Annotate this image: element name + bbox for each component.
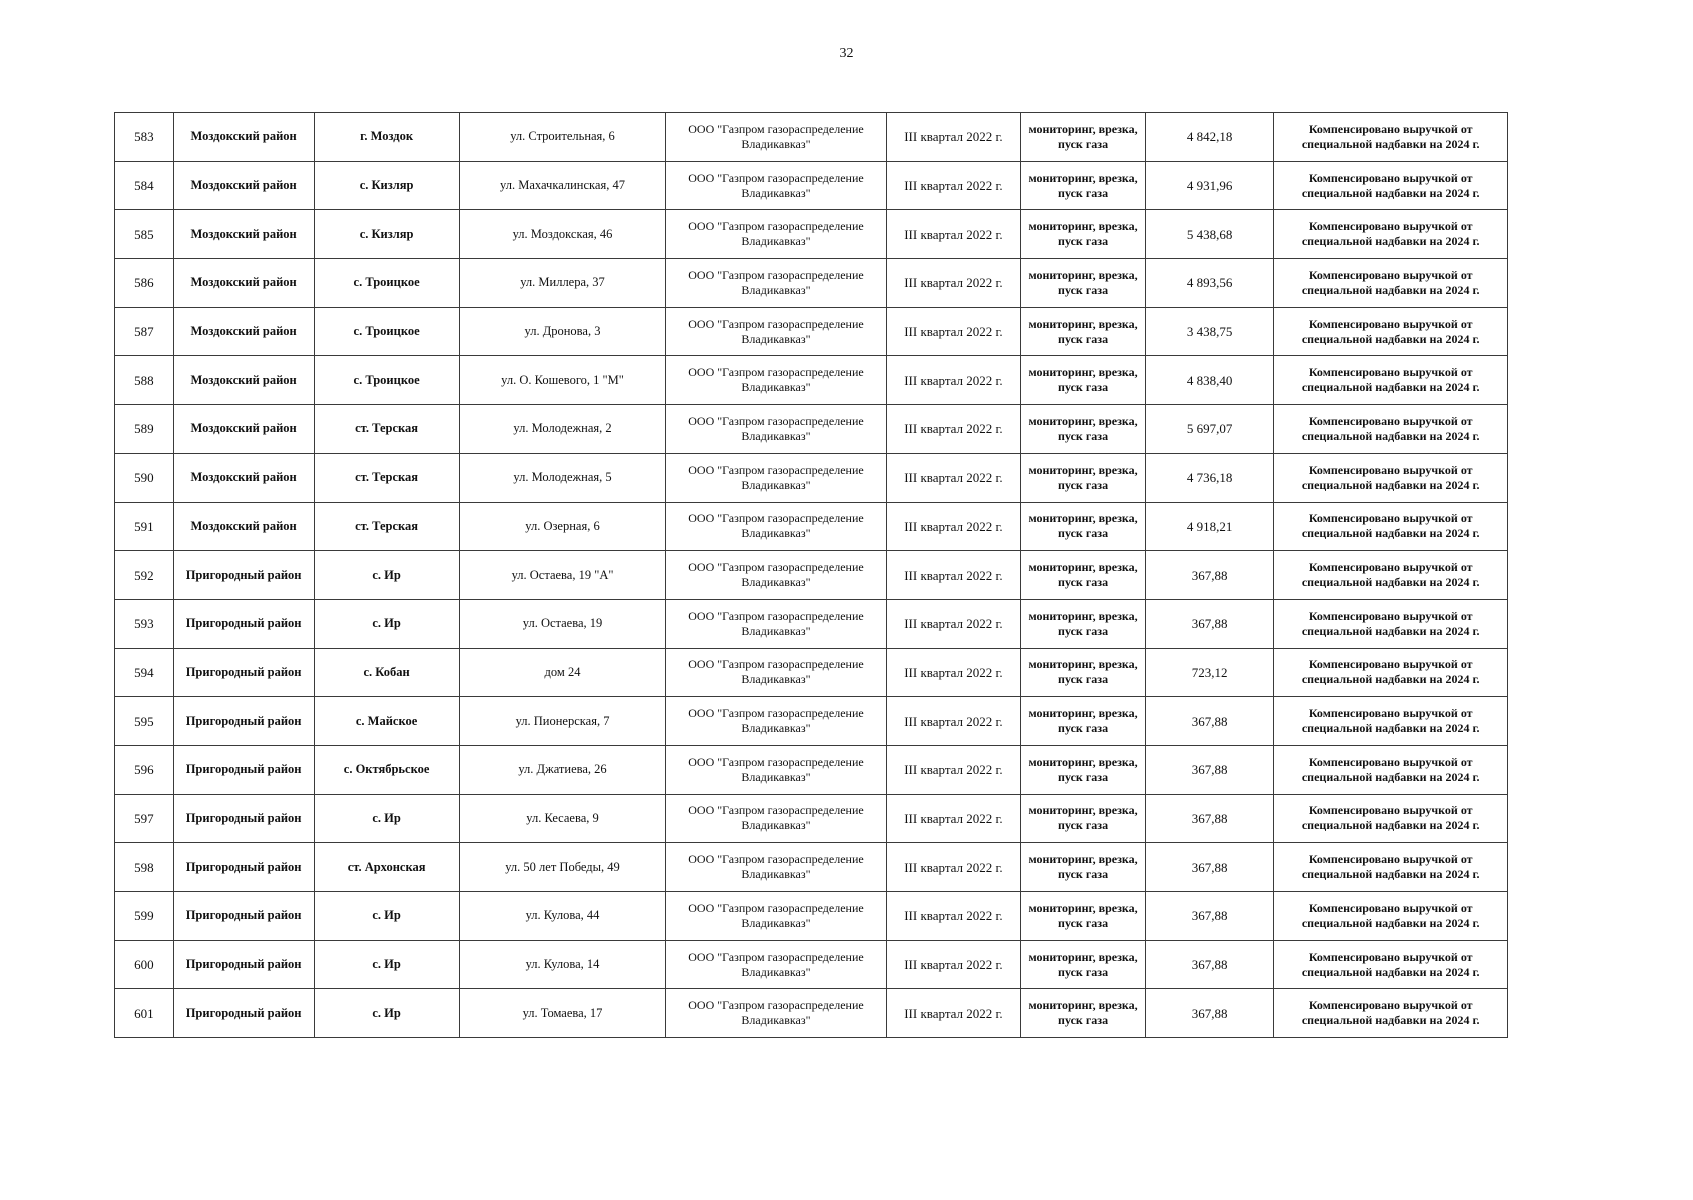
works-cell: мониторинг, врезка, пуск газа <box>1021 648 1145 697</box>
row-number-cell: 587 <box>115 307 174 356</box>
row-number-cell: 598 <box>115 843 174 892</box>
operator-cell: ООО "Газпром газораспределение Владикавказ" <box>666 745 886 794</box>
operator-cell: ООО "Газпром газораспределение Владикавказ" <box>666 356 886 405</box>
address-cell: ул. Молодежная, 5 <box>459 453 666 502</box>
settlement-cell: с. Майское <box>314 697 459 746</box>
period-cell: III квартал 2022 г. <box>886 502 1021 551</box>
table-row <box>115 502 1508 551</box>
row-number-cell: 585 <box>115 210 174 259</box>
compensation-note-cell: Компенсировано выручкой от специальной надбавки на 2024 г. <box>1274 745 1508 794</box>
district-cell: Пригородный район <box>173 843 314 892</box>
settlement-cell: с. Троицкое <box>314 259 459 308</box>
address-cell: дом 24 <box>459 648 666 697</box>
row-number-cell: 586 <box>115 259 174 308</box>
period-cell: III квартал 2022 г. <box>886 551 1021 600</box>
compensation-note-cell: Компенсировано выручкой от специальной надбавки на 2024 г. <box>1274 892 1508 941</box>
operator-cell: ООО "Газпром газораспределение Владикавказ" <box>666 259 886 308</box>
district-cell: Пригородный район <box>173 551 314 600</box>
table-row <box>115 551 1508 600</box>
gas-works-table-container <box>114 112 1508 1038</box>
settlement-cell: с. Ир <box>314 940 459 989</box>
row-number-cell: 599 <box>115 892 174 941</box>
address-cell: ул. Строительная, 6 <box>459 113 666 162</box>
district-cell: Моздокский район <box>173 161 314 210</box>
district-cell: Пригородный район <box>173 892 314 941</box>
settlement-cell: ст. Терская <box>314 405 459 454</box>
settlement-cell: с. Троицкое <box>314 356 459 405</box>
period-cell: III квартал 2022 г. <box>886 113 1021 162</box>
period-cell: III квартал 2022 г. <box>886 989 1021 1038</box>
amount-cell: 4 918,21 <box>1145 502 1274 551</box>
works-cell: мониторинг, врезка, пуск газа <box>1021 502 1145 551</box>
compensation-note-cell: Компенсировано выручкой от специальной надбавки на 2024 г. <box>1274 161 1508 210</box>
operator-cell: ООО "Газпром газораспределение Владикавказ" <box>666 843 886 892</box>
row-number-cell: 600 <box>115 940 174 989</box>
compensation-note-cell: Компенсировано выручкой от специальной надбавки на 2024 г. <box>1274 405 1508 454</box>
compensation-note-cell: Компенсировано выручкой от специальной надбавки на 2024 г. <box>1274 356 1508 405</box>
settlement-cell: с. Ир <box>314 794 459 843</box>
compensation-note-cell: Компенсировано выручкой от специальной надбавки на 2024 г. <box>1274 940 1508 989</box>
works-cell: мониторинг, врезка, пуск газа <box>1021 307 1145 356</box>
compensation-note-cell: Компенсировано выручкой от специальной надбавки на 2024 г. <box>1274 697 1508 746</box>
operator-cell: ООО "Газпром газораспределение Владикавказ" <box>666 648 886 697</box>
period-cell: III квартал 2022 г. <box>886 405 1021 454</box>
district-cell: Пригородный район <box>173 794 314 843</box>
amount-cell: 367,88 <box>1145 843 1274 892</box>
row-number-cell: 593 <box>115 599 174 648</box>
operator-cell: ООО "Газпром газораспределение Владикавказ" <box>666 502 886 551</box>
settlement-cell: с. Кизляр <box>314 161 459 210</box>
amount-cell: 367,88 <box>1145 794 1274 843</box>
table-row <box>115 745 1508 794</box>
row-number-cell: 595 <box>115 697 174 746</box>
compensation-note-cell: Компенсировано выручкой от специальной надбавки на 2024 г. <box>1274 794 1508 843</box>
table-row <box>115 892 1508 941</box>
operator-cell: ООО "Газпром газораспределение Владикавказ" <box>666 405 886 454</box>
row-number-cell: 589 <box>115 405 174 454</box>
works-cell: мониторинг, врезка, пуск газа <box>1021 453 1145 502</box>
works-cell: мониторинг, врезка, пуск газа <box>1021 210 1145 259</box>
settlement-cell: с. Ир <box>314 551 459 600</box>
settlement-cell: с. Кобан <box>314 648 459 697</box>
period-cell: III квартал 2022 г. <box>886 599 1021 648</box>
period-cell: III квартал 2022 г. <box>886 745 1021 794</box>
table-row <box>115 210 1508 259</box>
district-cell: Моздокский район <box>173 405 314 454</box>
address-cell: ул. Молодежная, 2 <box>459 405 666 454</box>
period-cell: III квартал 2022 г. <box>886 356 1021 405</box>
operator-cell: ООО "Газпром газораспределение Владикавказ" <box>666 551 886 600</box>
address-cell: ул. Кулова, 44 <box>459 892 666 941</box>
row-number-cell: 590 <box>115 453 174 502</box>
table-row <box>115 405 1508 454</box>
address-cell: ул. Томаева, 17 <box>459 989 666 1038</box>
amount-cell: 367,88 <box>1145 599 1274 648</box>
operator-cell: ООО "Газпром газораспределение Владикавказ" <box>666 599 886 648</box>
district-cell: Моздокский район <box>173 502 314 551</box>
settlement-cell: ст. Терская <box>314 453 459 502</box>
address-cell: ул. Моздокская, 46 <box>459 210 666 259</box>
address-cell: ул. Кесаева, 9 <box>459 794 666 843</box>
amount-cell: 4 838,40 <box>1145 356 1274 405</box>
compensation-note-cell: Компенсировано выручкой от специальной надбавки на 2024 г. <box>1274 210 1508 259</box>
amount-cell: 367,88 <box>1145 989 1274 1038</box>
address-cell: ул. Озерная, 6 <box>459 502 666 551</box>
operator-cell: ООО "Газпром газораспределение Владикавказ" <box>666 307 886 356</box>
address-cell: ул. О. Кошевого, 1 "М" <box>459 356 666 405</box>
district-cell: Моздокский район <box>173 356 314 405</box>
table-row <box>115 161 1508 210</box>
compensation-note-cell: Компенсировано выручкой от специальной надбавки на 2024 г. <box>1274 989 1508 1038</box>
amount-cell: 5 438,68 <box>1145 210 1274 259</box>
settlement-cell: с. Октябрьское <box>314 745 459 794</box>
period-cell: III квартал 2022 г. <box>886 648 1021 697</box>
operator-cell: ООО "Газпром газораспределение Владикавказ" <box>666 453 886 502</box>
amount-cell: 4 931,96 <box>1145 161 1274 210</box>
row-number-cell: 601 <box>115 989 174 1038</box>
amount-cell: 4 842,18 <box>1145 113 1274 162</box>
compensation-note-cell: Компенсировано выручкой от специальной надбавки на 2024 г. <box>1274 259 1508 308</box>
operator-cell: ООО "Газпром газораспределение Владикавказ" <box>666 794 886 843</box>
period-cell: III квартал 2022 г. <box>886 307 1021 356</box>
settlement-cell: ст. Архонская <box>314 843 459 892</box>
compensation-note-cell: Компенсировано выручкой от специальной надбавки на 2024 г. <box>1274 843 1508 892</box>
works-cell: мониторинг, врезка, пуск газа <box>1021 940 1145 989</box>
period-cell: III квартал 2022 г. <box>886 259 1021 308</box>
address-cell: ул. 50 лет Победы, 49 <box>459 843 666 892</box>
table-row <box>115 599 1508 648</box>
district-cell: Моздокский район <box>173 113 314 162</box>
amount-cell: 367,88 <box>1145 940 1274 989</box>
table-row <box>115 356 1508 405</box>
period-cell: III квартал 2022 г. <box>886 210 1021 259</box>
works-cell: мониторинг, врезка, пуск газа <box>1021 745 1145 794</box>
address-cell: ул. Остаева, 19 <box>459 599 666 648</box>
operator-cell: ООО "Газпром газораспределение Владикавказ" <box>666 210 886 259</box>
district-cell: Пригородный район <box>173 599 314 648</box>
period-cell: III квартал 2022 г. <box>886 892 1021 941</box>
district-cell: Моздокский район <box>173 210 314 259</box>
works-cell: мониторинг, врезка, пуск газа <box>1021 794 1145 843</box>
district-cell: Пригородный район <box>173 745 314 794</box>
amount-cell: 3 438,75 <box>1145 307 1274 356</box>
works-cell: мониторинг, врезка, пуск газа <box>1021 551 1145 600</box>
settlement-cell: с. Троицкое <box>314 307 459 356</box>
district-cell: Моздокский район <box>173 259 314 308</box>
address-cell: ул. Кулова, 14 <box>459 940 666 989</box>
settlement-cell: г. Моздок <box>314 113 459 162</box>
operator-cell: ООО "Газпром газораспределение Владикавказ" <box>666 940 886 989</box>
table-row <box>115 259 1508 308</box>
district-cell: Пригородный район <box>173 697 314 746</box>
period-cell: III квартал 2022 г. <box>886 453 1021 502</box>
row-number-cell: 592 <box>115 551 174 600</box>
address-cell: ул. Пионерская, 7 <box>459 697 666 746</box>
period-cell: III квартал 2022 г. <box>886 940 1021 989</box>
period-cell: III квартал 2022 г. <box>886 794 1021 843</box>
row-number-cell: 584 <box>115 161 174 210</box>
district-cell: Пригородный район <box>173 989 314 1038</box>
compensation-note-cell: Компенсировано выручкой от специальной надбавки на 2024 г. <box>1274 502 1508 551</box>
settlement-cell: с. Ир <box>314 599 459 648</box>
operator-cell: ООО "Газпром газораспределение Владикавказ" <box>666 892 886 941</box>
settlement-cell: с. Ир <box>314 989 459 1038</box>
row-number-cell: 583 <box>115 113 174 162</box>
amount-cell: 367,88 <box>1145 892 1274 941</box>
gas-works-table <box>114 112 1508 1038</box>
works-cell: мониторинг, врезка, пуск газа <box>1021 599 1145 648</box>
period-cell: III квартал 2022 г. <box>886 843 1021 892</box>
table-body <box>115 113 1508 1038</box>
district-cell: Моздокский район <box>173 453 314 502</box>
table-row <box>115 113 1508 162</box>
compensation-note-cell: Компенсировано выручкой от специальной надбавки на 2024 г. <box>1274 551 1508 600</box>
district-cell: Пригородный район <box>173 940 314 989</box>
table-row <box>115 940 1508 989</box>
amount-cell: 367,88 <box>1145 697 1274 746</box>
row-number-cell: 596 <box>115 745 174 794</box>
settlement-cell: с. Кизляр <box>314 210 459 259</box>
compensation-note-cell: Компенсировано выручкой от специальной надбавки на 2024 г. <box>1274 599 1508 648</box>
address-cell: ул. Джатиева, 26 <box>459 745 666 794</box>
district-cell: Моздокский район <box>173 307 314 356</box>
operator-cell: ООО "Газпром газораспределение Владикавказ" <box>666 697 886 746</box>
table-row <box>115 648 1508 697</box>
amount-cell: 5 697,07 <box>1145 405 1274 454</box>
compensation-note-cell: Компенсировано выручкой от специальной надбавки на 2024 г. <box>1274 648 1508 697</box>
row-number-cell: 597 <box>115 794 174 843</box>
settlement-cell: с. Ир <box>314 892 459 941</box>
address-cell: ул. Остаева, 19 "А" <box>459 551 666 600</box>
address-cell: ул. Дронова, 3 <box>459 307 666 356</box>
table-row <box>115 794 1508 843</box>
row-number-cell: 594 <box>115 648 174 697</box>
compensation-note-cell: Компенсировано выручкой от специальной надбавки на 2024 г. <box>1274 307 1508 356</box>
works-cell: мониторинг, врезка, пуск газа <box>1021 697 1145 746</box>
operator-cell: ООО "Газпром газораспределение Владикавказ" <box>666 113 886 162</box>
row-number-cell: 591 <box>115 502 174 551</box>
works-cell: мониторинг, врезка, пуск газа <box>1021 843 1145 892</box>
table-row <box>115 697 1508 746</box>
works-cell: мониторинг, врезка, пуск газа <box>1021 161 1145 210</box>
amount-cell: 723,12 <box>1145 648 1274 697</box>
works-cell: мониторинг, врезка, пуск газа <box>1021 259 1145 308</box>
compensation-note-cell: Компенсировано выручкой от специальной надбавки на 2024 г. <box>1274 453 1508 502</box>
table-row <box>115 989 1508 1038</box>
works-cell: мониторинг, врезка, пуск газа <box>1021 892 1145 941</box>
table-row <box>115 843 1508 892</box>
address-cell: ул. Махачкалинская, 47 <box>459 161 666 210</box>
operator-cell: ООО "Газпром газораспределение Владикавказ" <box>666 989 886 1038</box>
works-cell: мониторинг, врезка, пуск газа <box>1021 113 1145 162</box>
period-cell: III квартал 2022 г. <box>886 697 1021 746</box>
amount-cell: 367,88 <box>1145 745 1274 794</box>
amount-cell: 367,88 <box>1145 551 1274 600</box>
period-cell: III квартал 2022 г. <box>886 161 1021 210</box>
row-number-cell: 588 <box>115 356 174 405</box>
works-cell: мониторинг, врезка, пуск газа <box>1021 356 1145 405</box>
table-row <box>115 453 1508 502</box>
district-cell: Пригородный район <box>173 648 314 697</box>
address-cell: ул. Миллера, 37 <box>459 259 666 308</box>
compensation-note-cell: Компенсировано выручкой от специальной надбавки на 2024 г. <box>1274 113 1508 162</box>
operator-cell: ООО "Газпром газораспределение Владикавказ" <box>666 161 886 210</box>
page-number: 32 <box>839 46 854 61</box>
works-cell: мониторинг, врезка, пуск газа <box>1021 989 1145 1038</box>
settlement-cell: ст. Терская <box>314 502 459 551</box>
works-cell: мониторинг, врезка, пуск газа <box>1021 405 1145 454</box>
table-row <box>115 307 1508 356</box>
amount-cell: 4 736,18 <box>1145 453 1274 502</box>
amount-cell: 4 893,56 <box>1145 259 1274 308</box>
